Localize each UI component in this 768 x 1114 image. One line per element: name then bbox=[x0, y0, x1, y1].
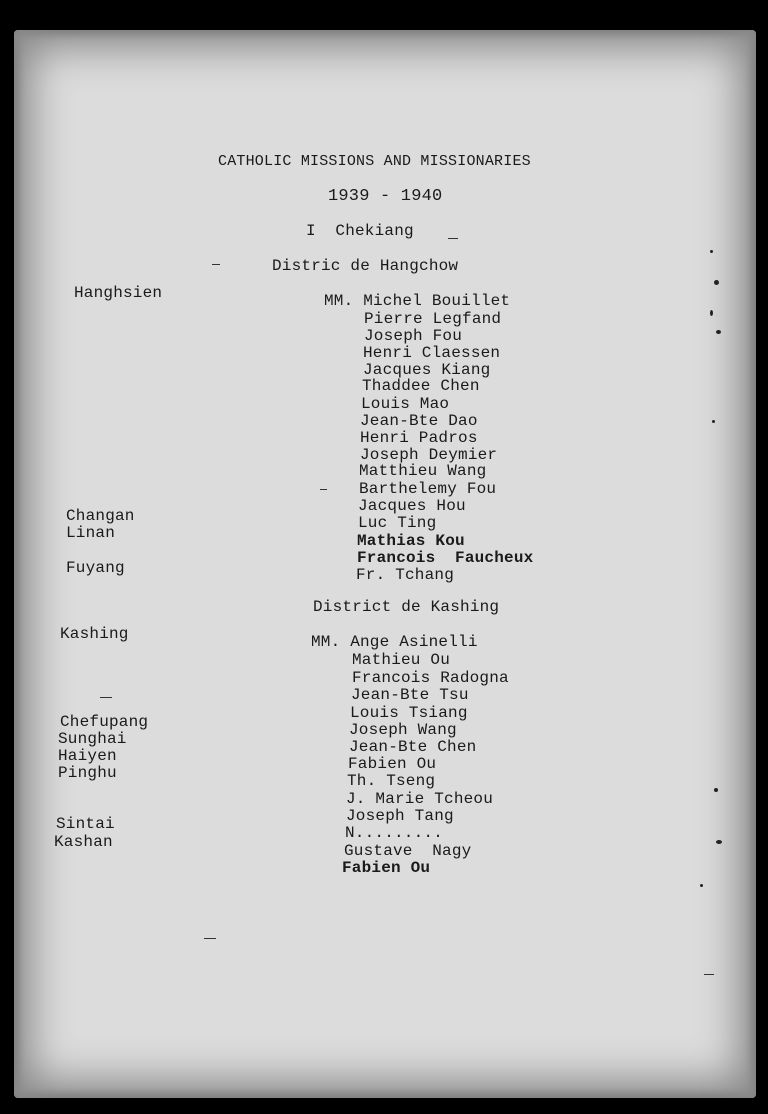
place-name: Kashan bbox=[54, 833, 113, 851]
missionary-name: Fr. Tchang bbox=[356, 566, 455, 584]
missionary-name: Jean-Bte Tsu bbox=[351, 686, 469, 704]
missionary-name: Fabien Ou bbox=[348, 755, 437, 773]
ink-scratch bbox=[204, 938, 216, 939]
missionary-name: Pierre Legfand bbox=[364, 310, 502, 328]
missionary-name: Jacques Kiang bbox=[363, 361, 491, 379]
missionary-name: Jacques Hou bbox=[358, 497, 466, 515]
ink-scratch bbox=[100, 697, 112, 698]
ink-speck bbox=[714, 280, 719, 285]
section-heading: I Chekiang bbox=[306, 222, 414, 240]
missionary-name: Joseph Tang bbox=[346, 807, 454, 825]
place-name: Haiyen bbox=[58, 747, 117, 765]
place-name: Fuyang bbox=[66, 559, 125, 577]
ink-scratch bbox=[448, 238, 458, 239]
missionary-name: Joseph Wang bbox=[349, 721, 457, 739]
place-name: Linan bbox=[66, 524, 116, 542]
place-name: Kashing bbox=[60, 625, 129, 643]
ink-scratch bbox=[320, 489, 327, 490]
missionary-name: Matthieu Wang bbox=[359, 462, 487, 480]
missionary-name: Joseph Fou bbox=[364, 327, 463, 345]
district-heading-kashing: District de Kashing bbox=[313, 598, 500, 616]
place-name: Chefupang bbox=[60, 713, 149, 731]
missionary-name: MM. Ange Asinelli bbox=[311, 633, 478, 651]
missionary-name: Louis Tsiang bbox=[350, 704, 468, 722]
missionary-name: Mathias Kou bbox=[357, 532, 465, 550]
missionary-name: Luc Ting bbox=[358, 514, 437, 532]
missionary-name: N......... bbox=[345, 824, 444, 842]
place-name: Sintai bbox=[56, 815, 115, 833]
district-heading-hangchow: Distric de Hangchow bbox=[272, 257, 459, 275]
document-years: 1939 - 1940 bbox=[328, 187, 443, 206]
ink-speck bbox=[700, 884, 703, 887]
ink-speck bbox=[716, 840, 722, 844]
place-name: Changan bbox=[66, 507, 135, 525]
ink-scratch bbox=[212, 264, 220, 265]
missionary-name: Jean-Bte Dao bbox=[360, 412, 478, 430]
missionary-name: Henri Padros bbox=[360, 429, 478, 447]
missionary-name: Th. Tseng bbox=[347, 772, 436, 790]
missionary-name: MM. Michel Bouillet bbox=[324, 292, 511, 310]
place-name: Hanghsien bbox=[74, 284, 163, 302]
missionary-name: Mathieu Ou bbox=[352, 651, 451, 669]
missionary-name: J. Marie Tcheou bbox=[346, 790, 494, 808]
missionary-name: Jean-Bte Chen bbox=[349, 738, 477, 756]
missionary-name: Joseph Deymier bbox=[360, 446, 498, 464]
missionary-name: Francois Radogna bbox=[352, 669, 509, 687]
ink-scratch bbox=[704, 974, 714, 975]
missionary-name: Thaddee Chen bbox=[362, 377, 480, 395]
missionary-name: Barthelemy Fou bbox=[359, 480, 497, 498]
ink-speck bbox=[710, 310, 713, 316]
ink-speck bbox=[716, 330, 721, 334]
missionary-name: Fabien Ou bbox=[342, 859, 431, 877]
ink-speck bbox=[714, 788, 718, 792]
missionary-name: Francois Faucheux bbox=[357, 549, 534, 567]
place-name: Sunghai bbox=[58, 730, 127, 748]
document-title: CATHOLIC MISSIONS AND MISSIONARIES bbox=[218, 153, 531, 170]
missionary-name: Gustave Nagy bbox=[344, 842, 472, 860]
ink-speck bbox=[710, 250, 713, 253]
place-name: Pinghu bbox=[58, 764, 117, 782]
missionary-name: Henri Claessen bbox=[363, 344, 501, 362]
ink-speck bbox=[712, 420, 715, 423]
missionary-name: Louis Mao bbox=[361, 395, 450, 413]
